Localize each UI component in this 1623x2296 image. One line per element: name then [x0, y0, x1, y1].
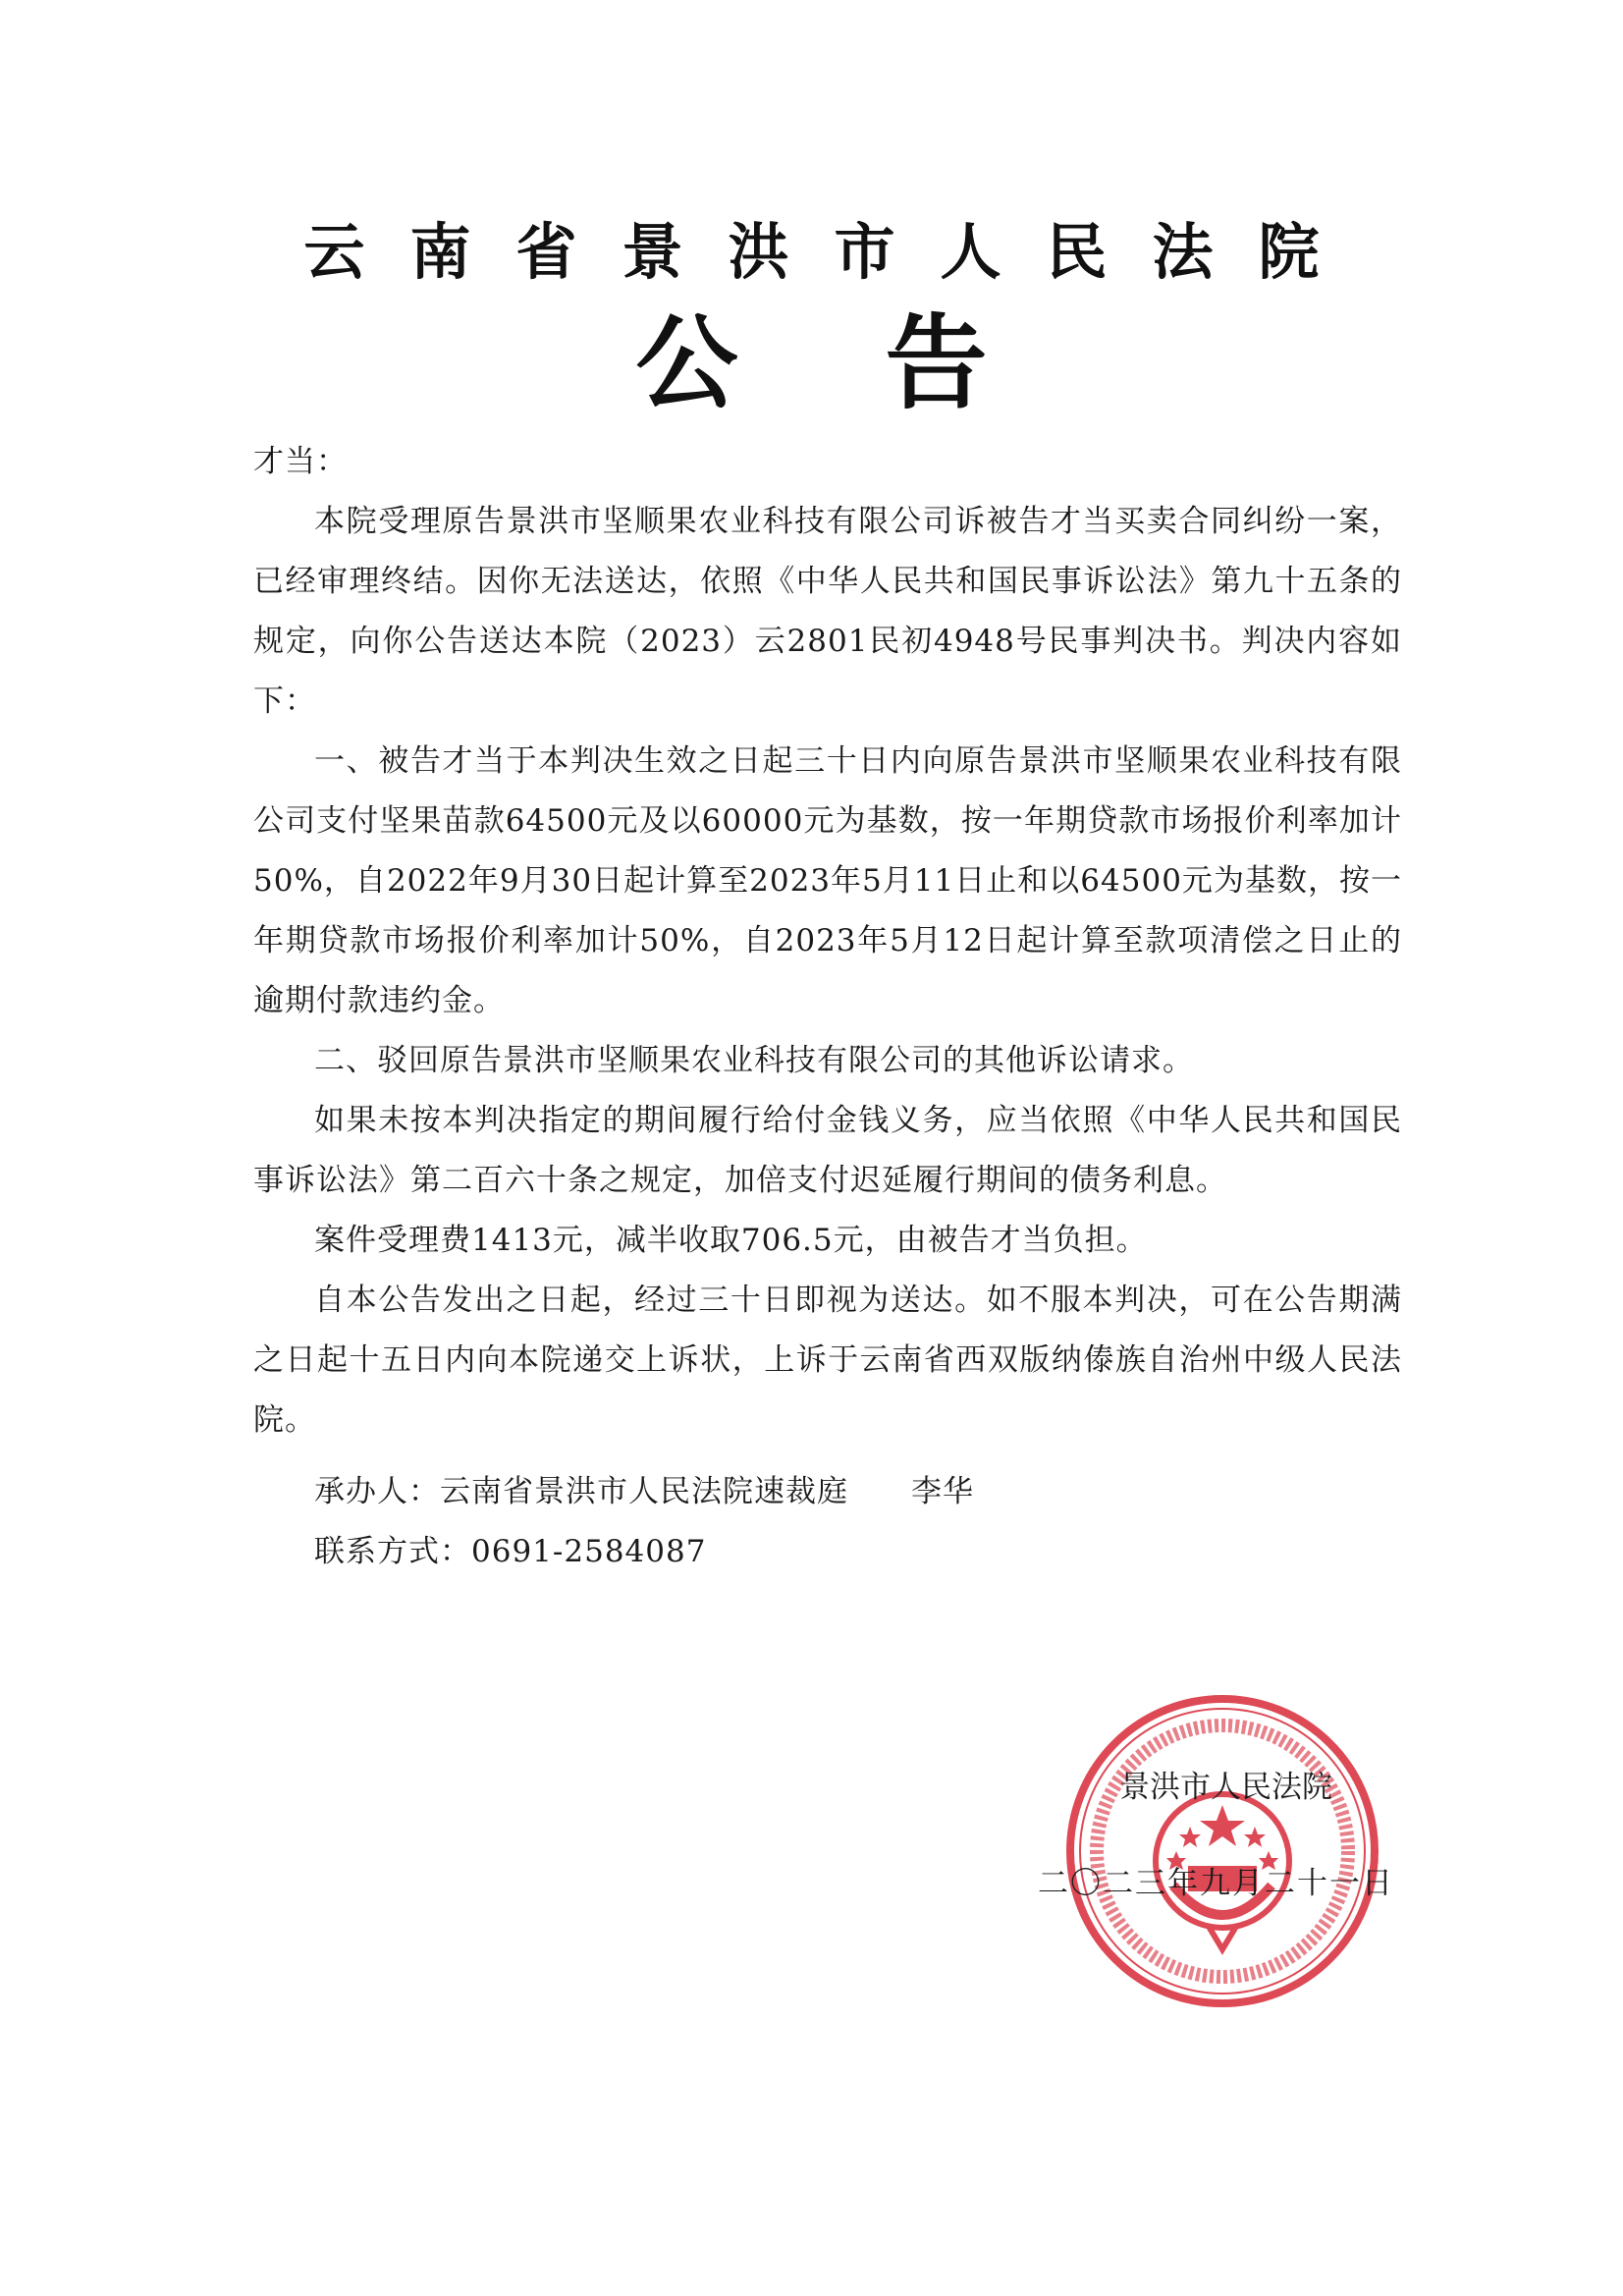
- court-name-heading: 云南省景洪市人民法院: [303, 216, 1365, 288]
- paragraph-judgment-1: 一、被告才当于本判决生效之日起三十日内向原告景洪市坚顺果农业科技有限公司支付坚果苗款64500元及以60000元为基数，按一年期贷款市场报价利率加计50%，自2022年9月30日起计算至2023年5月11日止和以64500元为基数，按一年期贷款市场报价利率加计50%，自2023年5月12日起计算至款项清偿之日止的逾期付款违约金。: [253, 743, 1402, 1018]
- signature-date: 二〇二三年九月二十一日: [1038, 1866, 1394, 1901]
- paragraph-appeal-notice: 自本公告发出之日起，经过三十日即视为送达。如不服本判决，可在公告期满之日起十五日内向本院递交上诉状，上诉于云南省西双版纳傣族自治州中级人民法院。: [253, 1283, 1402, 1438]
- handler-line: 承办人：云南省景洪市人民法院速裁庭 李华: [314, 1474, 974, 1509]
- document-title: 公告: [635, 303, 1135, 423]
- court-seal-stamp: [1060, 1689, 1384, 2013]
- paragraph-court-fee: 案件受理费1413元，减半收取706.5元，由被告才当负担。: [314, 1223, 1148, 1258]
- salutation: 才当：: [253, 444, 348, 479]
- announcement-body: [253, 432, 1402, 1582]
- contact-line: 联系方式：0691-2584087: [314, 1534, 707, 1569]
- paragraph-late-interest: 如果未按本判决指定的期间履行给付金钱义务，应当依照《中华人民共和国民事诉讼法》第二百六十条之规定，加倍支付迟延履行期间的债务利息。: [253, 1103, 1402, 1198]
- signature-court-name: 景洪市人民法院: [1119, 1770, 1332, 1805]
- paragraph-judgment-2: 二、驳回原告景洪市坚顺果农业科技有限公司的其他诉讼请求。: [314, 1043, 1194, 1078]
- paragraph-case-intro: 本院受理原告景洪市坚顺果农业科技有限公司诉被告才当买卖合同纠纷一案，已经审理终结。因你无法送达，依照《中华人民共和国民事诉讼法》第九十五条的规定，向你公告送达本院（2023）云2801民初4948号民事判决书。判决内容如下：: [253, 504, 1402, 719]
